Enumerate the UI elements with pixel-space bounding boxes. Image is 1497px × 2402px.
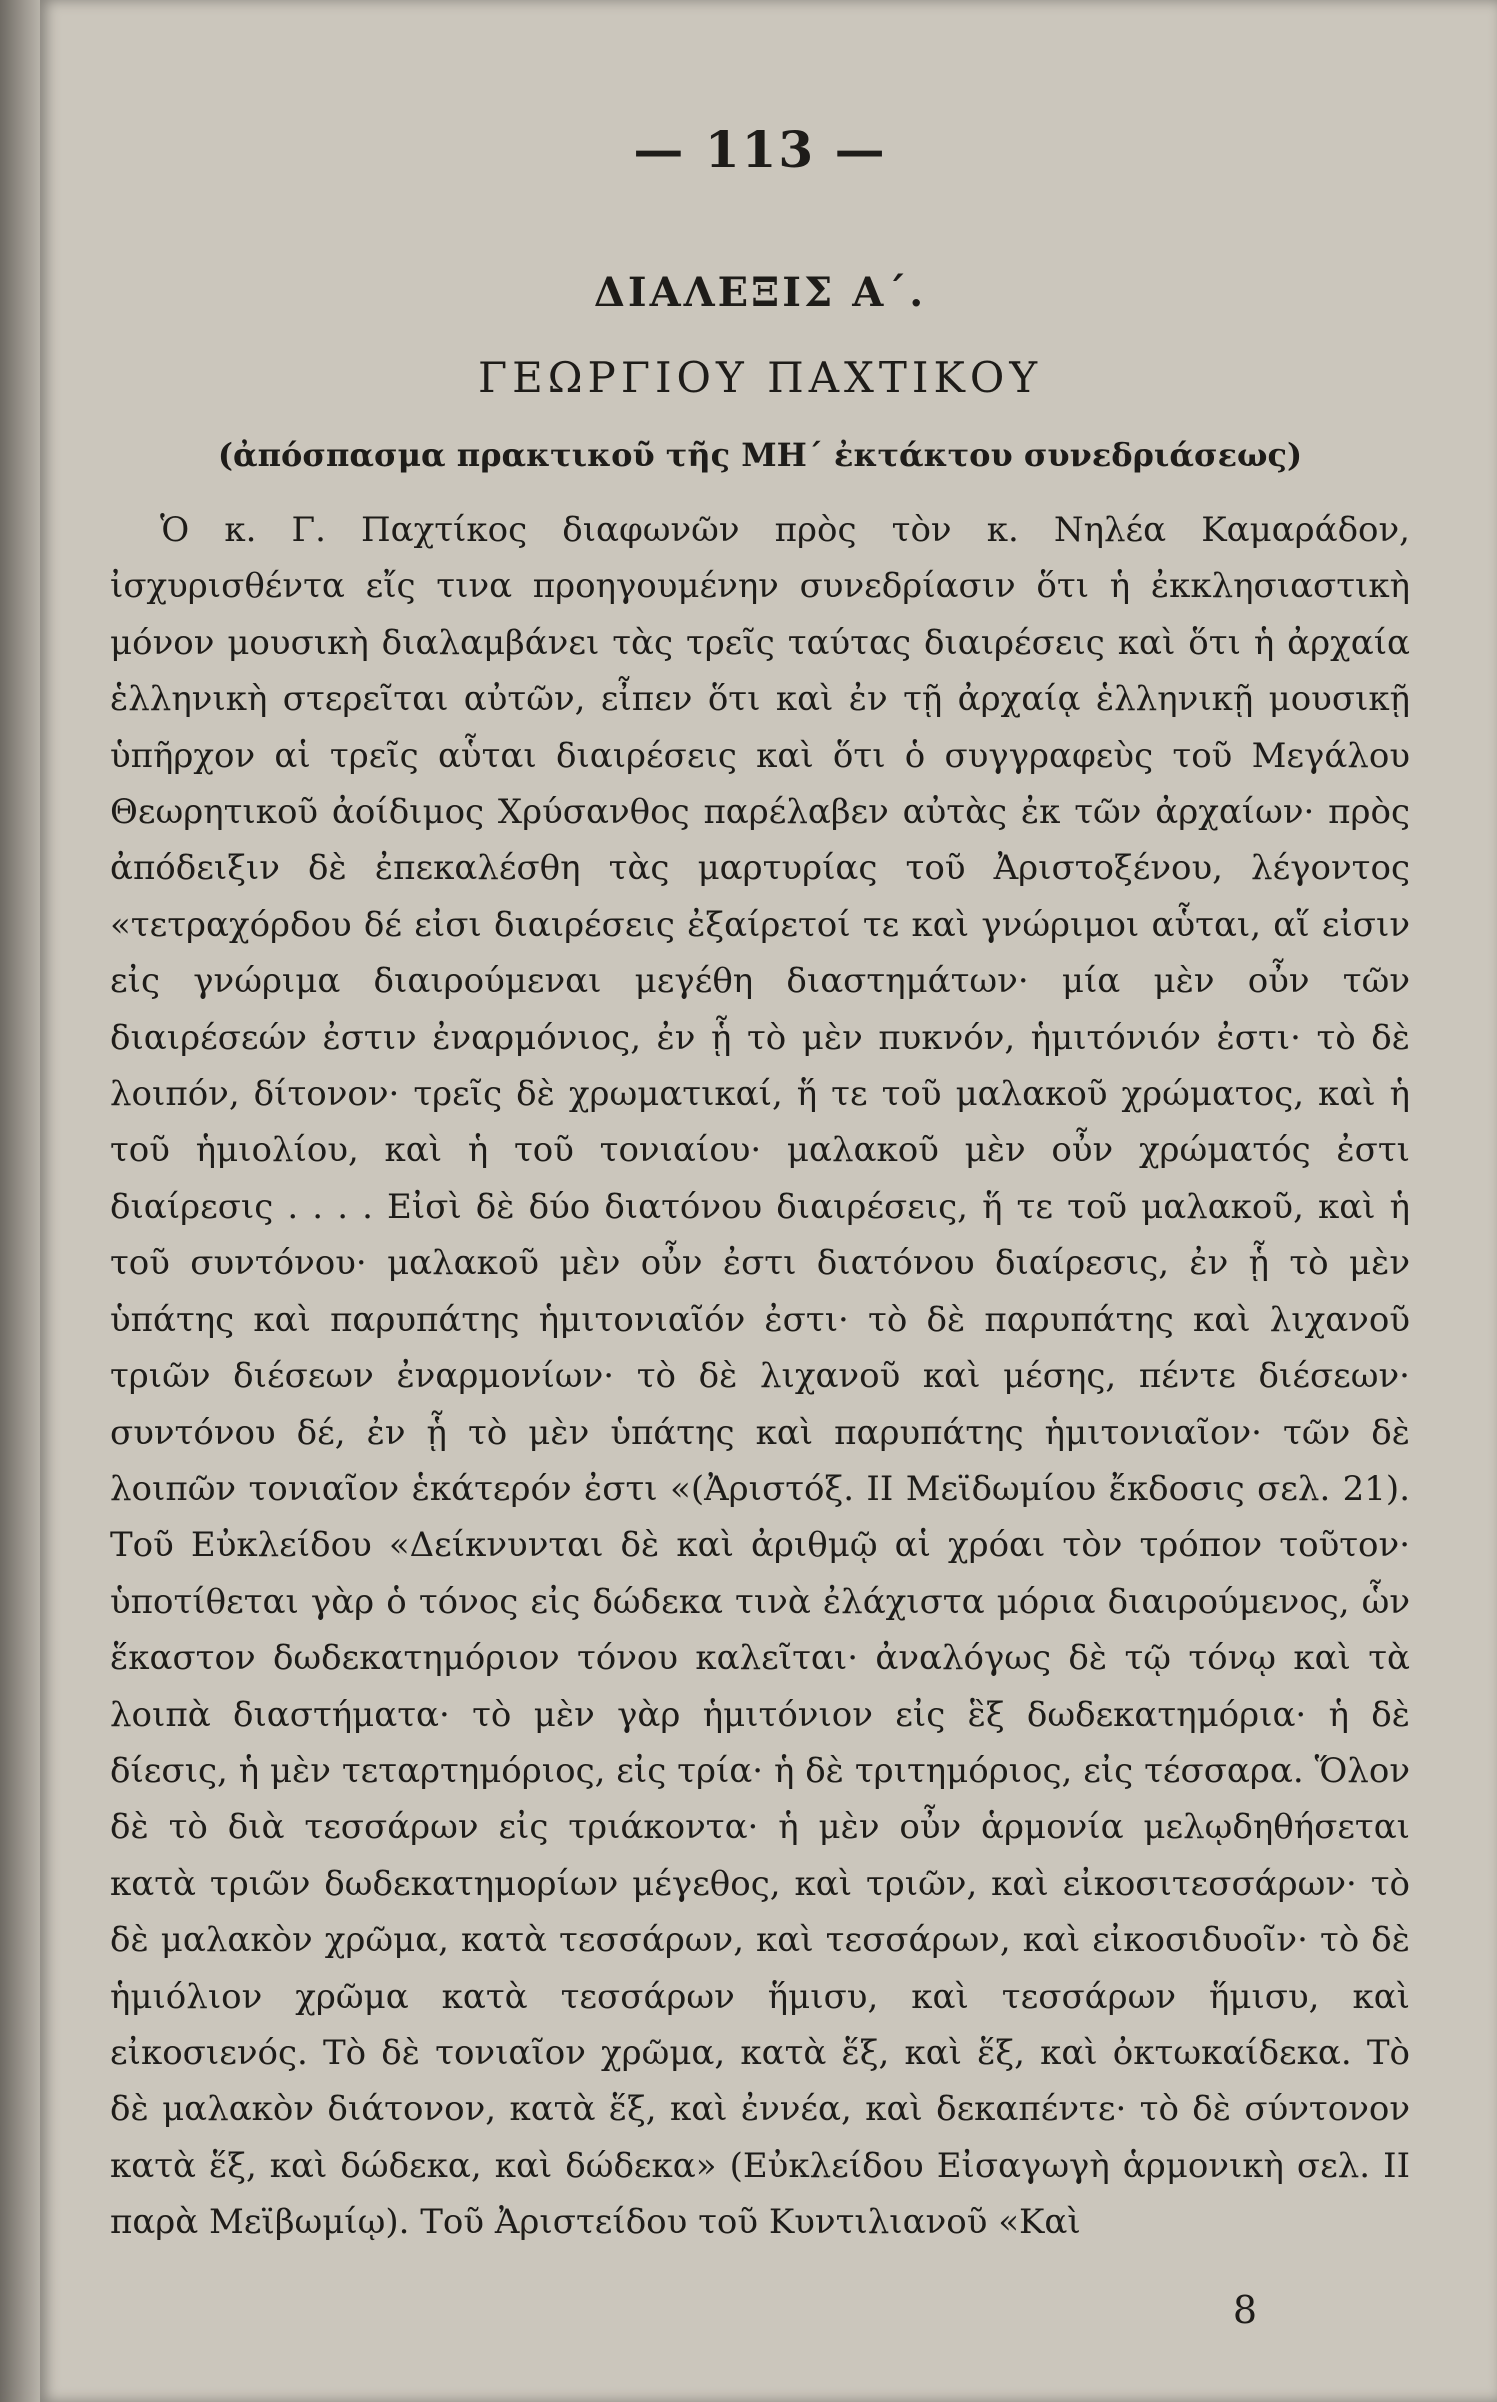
scanned-page: [40, 0, 1497, 2402]
body-paragraph: Ὁ κ. Γ. Παχτίκος διαφωνῶν πρὸς τὸν κ. Νηλέα Καμαράδον, ἰσχυρισθέντα εἴς τινα προηγουμένην συνεδρίασιν ὅτι ἡ ἐκκλησιαστικὴ μόνον μουσικὴ διαλαμβάνει τὰς τρεῖς ταύτας διαιρέσεις καὶ ὅτι ἡ ἀρχαία ἑλληνικὴ στερεῖται αὐτῶν, εἶπεν ὅτι καὶ ἐν τῇ ἀρχαίᾳ ἑλληνικῇ μουσικῇ ὑπῆρχον αἱ τρεῖς αὗται διαιρέσεις καὶ ὅτι ὁ συγγραφεὺς τοῦ Μεγάλου Θεωρητικοῦ ἀοίδιμος Χρύσανθος παρέλαβεν αὐτὰς ἐκ τῶν ἀρχαίων· πρὸς ἀπόδειξιν δὲ ἐπεκαλέσθη τὰς μαρτυρίας τοῦ Ἀριστοξένου, λέγοντος «τετραχόρδου δέ εἰσι διαιρέσεις ἐξαίρετοί τε καὶ γνώριμοι αὗται, αἵ εἰσιν εἰς γνώριμα διαιρούμεναι μεγέθη διαστημάτων· μία μὲν οὖν τῶν διαιρέσεών ἐστιν ἐναρμόνιος, ἐν ᾗ τὸ μὲν πυκνόν, ἡμιτόνιόν ἐστι· τὸ δὲ λοιπόν, δίτονον· τρεῖς δὲ χρωματικαί, ἥ τε τοῦ μαλακοῦ χρώματος, καὶ ἡ τοῦ ἡμιολίου, καὶ ἡ τοῦ τονιαίου· μαλακοῦ μὲν οὖν χρώματός ἐστι διαίρεσις . . . . Εἰσὶ δὲ δύο διατόνου διαιρέσεις, ἥ τε τοῦ μαλακοῦ, καὶ ἡ τοῦ συντόνου· μαλακοῦ μὲν οὖν ἐστι διατόνου διαίρεσις, ἐν ᾗ τὸ μὲν ὑπάτης καὶ παρυπάτης ἡμιτονιαῖόν ἐστι· τὸ δὲ παρυπάτης καὶ λιχανοῦ τριῶν διέσεων ἐναρμονίων· τὸ δὲ λιχανοῦ καὶ μέσης, πέντε διέσεων· συντόνου δέ, ἐν ᾗ τὸ μὲν ὑπάτης καὶ παρυπάτης ἡμιτονιαῖον· τῶν δὲ λοιπῶν τονιαῖον ἑκάτερόν ἐστι «(Ἀριστόξ. ΙΙ Μεϊδωμίου ἔκδοσις σελ. 21). Τοῦ Εὐκλείδου «Δείκνυνται δὲ καὶ ἀριθμῷ αἱ χρόαι τὸν τρόπον τοῦτον· ὑποτίθεται γὰρ ὁ τόνος εἰς δώδεκα τινὰ ἐλάχιστα μόρια διαιρούμενος, ὧν ἕκαστον δωδεκατημόριον τόνου καλεῖται· ἀναλόγως δὲ τῷ τόνῳ καὶ τὰ λοιπὰ διαστήματα· τὸ μὲν γὰρ ἡμιτόνιον εἰς ἓξ δωδεκατημόρια· ἡ δὲ δίεσις, ἡ μὲν τεταρτημόριος, εἰς τρία· ἡ δὲ τριτημόριος, εἰς τέσσαρα. Ὅλον δὲ τὸ διὰ τεσσάρων εἰς τριάκοντα· ἡ μὲν οὖν ἁρμονία μελῳδηθήσεται κατὰ τριῶν δωδεκατημορίων μέγεθος, καὶ τριῶν, καὶ εἰκοσιτεσσάρων· τὸ δὲ μαλακὸν χρῶμα, κατὰ τεσσάρων, καὶ τεσσάρων, καὶ εἰκοσιδυοῖν· τὸ δὲ ἡμιόλιον χρῶμα κατὰ τεσσάρων ἥμισυ, καὶ τεσσάρων ἥμισυ, καὶ εἰκοσιενός. Τὸ δὲ τονιαῖον χρῶμα, κατὰ ἕξ, καὶ ἕξ, καὶ ὀκτωκαίδεκα. Τὸ δὲ μαλακὸν διάτονον, κατὰ ἕξ, καὶ ἐννέα, καὶ δεκαπέντε· τὸ δὲ σύντονον κατὰ ἕξ, καὶ δώδεκα, καὶ δώδεκα» (Εὐκλείδου Εἰσαγωγὴ ἁρμονικὴ σελ. ΙΙ παρὰ Μεϊβωμίῳ). Τοῦ Ἀριστείδου τοῦ Κυντιλιανοῦ «Καὶ: [110, 510, 1410, 2243]
author-heading: ΓΕΩΡΓΙΟΥ ΠΑΧΤΙΚΟΥ: [477, 353, 1043, 402]
page-number: — 113 —: [633, 120, 887, 179]
page-text-block: [110, 120, 1410, 2243]
book-binding-shadow: [0, 0, 40, 2402]
lecture-title: ΔΙΑΛΕΞΙΣ Α΄.: [593, 269, 927, 316]
source-note: (ἀπόσπασμα πρακτικοῦ τῆς ΜΗ΄ ἐκτάκτου συνεδριάσεως): [217, 436, 1303, 474]
signature-mark: 8: [1232, 2288, 1257, 2332]
